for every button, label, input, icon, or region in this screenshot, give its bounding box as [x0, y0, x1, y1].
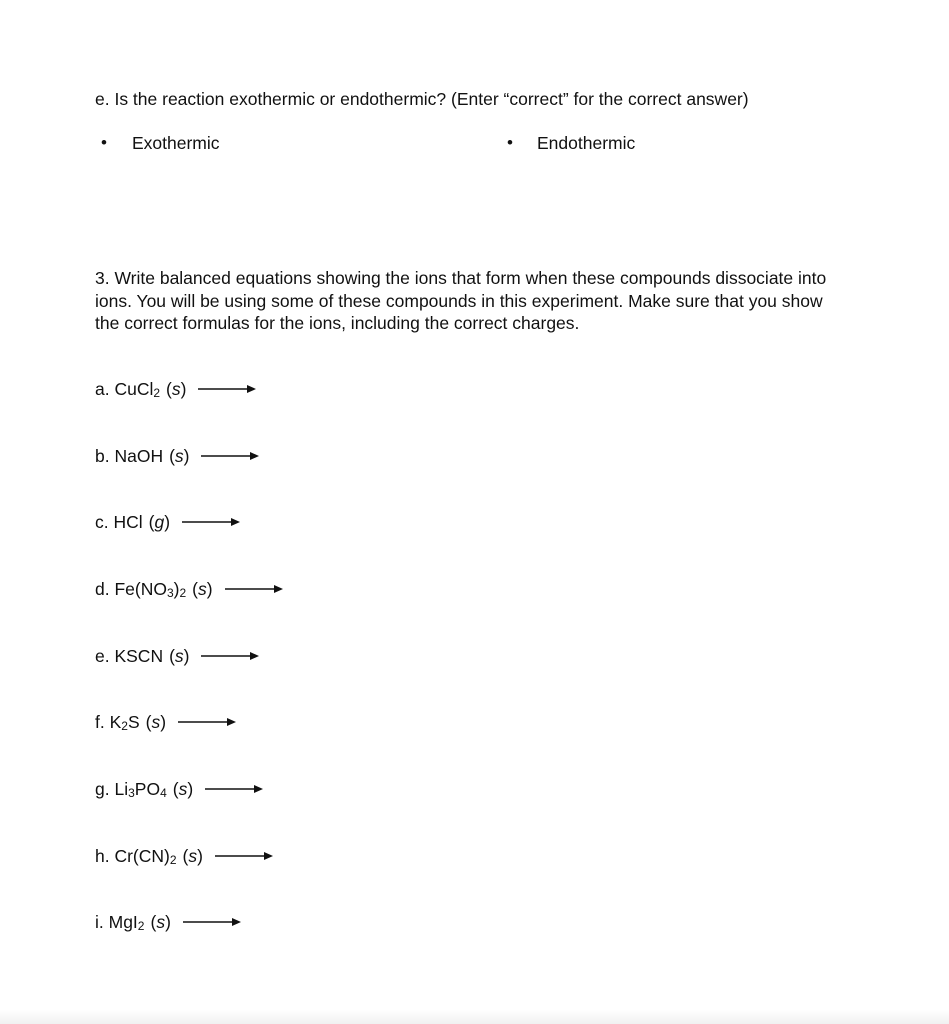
- state-label: (s): [192, 579, 213, 599]
- reaction-arrow-icon: [201, 651, 259, 661]
- reaction-arrow-icon: [215, 851, 273, 861]
- reaction-arrow-icon: [198, 384, 256, 394]
- state-label: (s): [169, 646, 190, 666]
- equation-row: [95, 445, 259, 467]
- reaction-arrow-icon: [225, 584, 283, 594]
- reaction-arrow-icon: [183, 917, 241, 927]
- compound-formula: b. NaOH: [95, 446, 164, 466]
- reaction-arrow-icon: [178, 717, 236, 727]
- equation-row: [95, 378, 256, 400]
- compound-formula: e. KSCN: [95, 646, 164, 666]
- bullet-icon: •: [507, 133, 513, 152]
- compound-formula: g. $Li_3PO_4$: [95, 779, 167, 800]
- state-label: (s): [172, 779, 194, 799]
- state-label: (s): [150, 912, 171, 932]
- equation-row: [95, 778, 263, 800]
- option-label: Endothermic: [537, 133, 636, 153]
- equation-row: [95, 578, 283, 600]
- question-3-text: 3. Write balanced equations showing the ions that form when these compounds dissociate into ions. You will be using some of these compounds in this experiment. Make sure that you show the correct formulas for the ions, including the correct charges.: [95, 268, 827, 333]
- state-label: (g): [148, 512, 171, 532]
- state-label: (s): [182, 846, 203, 866]
- equation-row: [95, 845, 273, 867]
- compound-formula: d. $Fe(NO_3)_2$: [95, 579, 187, 600]
- reaction-arrow-icon: [201, 451, 259, 461]
- compound-formula: c. HCl: [95, 512, 143, 532]
- compound-formula: h. $Cr(CN)_2$: [95, 846, 177, 867]
- reaction-arrow-icon: [205, 784, 263, 794]
- bullet-icon: •: [101, 133, 107, 152]
- compound-formula: a. CuCl$_2$: [95, 379, 161, 400]
- compound-formula: i. MgI$_2$: [95, 912, 145, 933]
- option-label: Exothermic: [132, 133, 220, 153]
- equation-row: [95, 511, 240, 533]
- reaction-arrow-icon: [182, 517, 240, 527]
- compound-formula: f. $K_2S$: [95, 712, 140, 733]
- question-e-text: e. Is the reaction exothermic or endothermic? (Enter “correct” for the correct answer): [95, 89, 749, 109]
- state-label: (s): [166, 379, 187, 399]
- page-bottom-edge: [0, 1010, 949, 1024]
- equation-row: [95, 645, 259, 667]
- equation-row: [95, 911, 241, 933]
- state-label: (s): [169, 446, 190, 466]
- equation-row: [95, 711, 236, 733]
- state-label: (s): [145, 712, 167, 732]
